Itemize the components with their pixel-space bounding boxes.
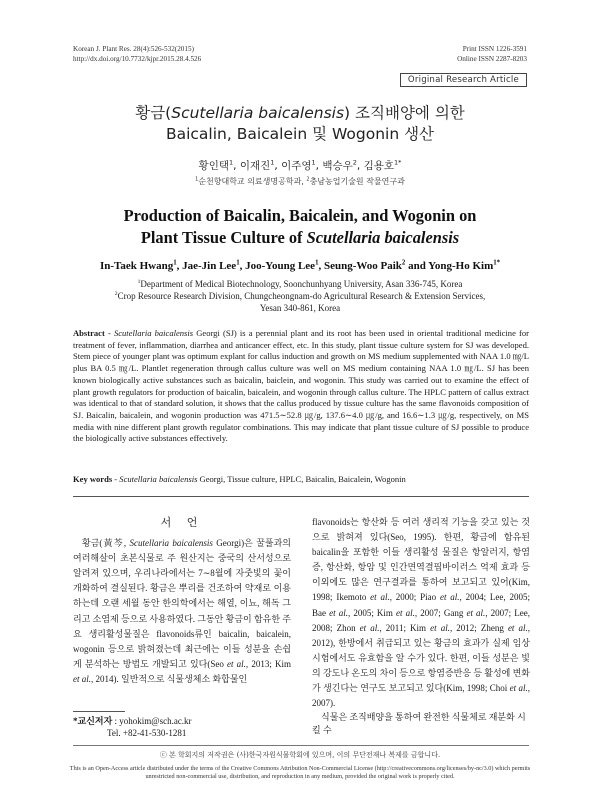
keywords-separator: -	[112, 474, 120, 484]
english-title-scientific-name: Scutellaria baicalensis	[306, 228, 460, 247]
author-name: Joo-Young Lee	[245, 260, 316, 272]
intro-text: 황금(黃芩,	[82, 538, 130, 549]
abstract	[73, 328, 529, 445]
korean-author	[199, 160, 234, 172]
journal-citation: Korean J. Plant Res. 28(4):526-532(2015)	[73, 45, 194, 53]
citation-et-al: et al.	[430, 622, 450, 633]
korean-title-line2: Baicalin, Baicalein 및 Wogonin 생산	[165, 125, 435, 143]
english-title-line1: Production of Baicalin, Baicalein, and Wogonin on	[123, 206, 477, 225]
english-author	[182, 260, 239, 272]
author-name: 백승우	[322, 160, 353, 172]
korean-affiliation-2: 충남농업기술원 작물연구과	[309, 177, 405, 186]
abstract-separator: -	[104, 328, 114, 338]
citation-et-al: et al.	[359, 622, 380, 633]
author-affiliation-mark: 1	[173, 259, 177, 267]
english-author	[245, 260, 318, 272]
keywords-label: Key words	[73, 474, 113, 484]
author-affiliation-mark: 1*	[493, 259, 501, 267]
citation-et-al: et al.	[439, 592, 460, 603]
introduction-paragraph-continued	[312, 515, 530, 711]
author-affiliation-mark: 1	[311, 158, 316, 167]
intro-text: , 2012; Zheng	[449, 622, 508, 633]
abstract-scientific-name: Scutellaria baicalensis	[113, 328, 194, 338]
author-affiliation-mark: 2	[401, 259, 406, 267]
intro-text: , 2012), 한방에서 취급되고 있는 황금의 효과가 실제 임상시험에서도 유효함을 알 수가 있다. 한편, 이들 성분은 빛의 강도나 온도의 차이 등으로 항염증반응 등 활성에 변화가 생긴다는 연구도 보고되고 있다(Kim, 1998; Choi	[312, 622, 531, 694]
author-affiliation-mark: 2	[352, 158, 357, 167]
intro-text: flavonoids는 항산화 등 여러 생리적 기능을 갖고 있는 것으로 밝혀져 있다(Seo, 1995). 한편, 황금에 함유된 baicalin을 포함한 이들 생리활성 물질은 항알러지, 항염증, 항산화, 항암 및 인간면역결핍바이러스 억제 효과 등 이외에도 많은 연구결과를 통하여 보고되고 있어(Kim, 1998; Ikemoto	[312, 517, 530, 603]
intro-text: , 2004; Lee, 2005; Bae	[312, 592, 530, 618]
author-name: 이주영	[281, 160, 312, 172]
correspondence-label: *교신저자	[73, 716, 113, 726]
online-issn: Online ISSN 2287-8203	[457, 55, 527, 63]
intro-text: , 2011; Kim	[379, 622, 431, 633]
intro-text: , 2005; Kim	[347, 607, 397, 618]
citation-et-al: et al.	[396, 607, 415, 618]
citation-et-al: et al.	[509, 683, 528, 694]
intro-text: , 2013; Kim	[245, 658, 291, 669]
intro-text: , 2007).	[312, 683, 530, 709]
english-affiliation-2: $^2$Crop Resource Research Division, Chungcheongnam-do Agricultural Research & Extension Services,	[114, 291, 486, 301]
korean-title-scientific-name: Scutellaria baicalensis	[171, 104, 345, 122]
author-name: 김용호	[363, 160, 395, 172]
citation-et-al: et al.	[370, 592, 390, 603]
english-authors: In-Taek Hwang$^1$, Jae-Jin Lee$^1$, Joo-Young Lee$^1$, Seung-Woo Paik$^2$ and Yong-Ho Kim$^{1*}$	[99, 259, 501, 272]
article-type-badge: Original Research Article	[400, 73, 527, 87]
author-name: In-Taek Hwang	[99, 260, 174, 272]
body-column-left	[73, 515, 291, 687]
journal-header	[73, 44, 201, 64]
korean-authors: 황인택$^1$, 이재진$^1$, 이주영$^1$, 백승우$^2$, 김용호$^{1*}$	[198, 158, 402, 172]
english-author	[324, 260, 405, 272]
intro-text: Georgi)은 꿀풀과의 여러해살이 초본식물로 주 원산지는 중국의 산서성으로 알려져 있으며, 우리나라에서는 7∼8월에 자줏빛의 꽃이 개화하여 결실된다. 황금은 뿌리를 건조하여 약재로 이용하는데 오랜 세월 동안 한의학에서는 해열, 이뇨, 해독 그리고 소염제 등으로 사용하였다. 그동안 황금이 함유한 주요 생리활성물질은 flavonoids류인 baicalin, baicalein, wogonin 등으로 밝혀졌는데 최근에는 이들 성분을 손쉽게 분석하는 방법도 개발되고 있다(Seo	[73, 538, 292, 669]
intro-text: , 2014). 일반적으로 식물생체소 화합물인	[91, 673, 248, 684]
keywords	[73, 474, 529, 484]
korean-author	[281, 160, 316, 172]
open-access-notice: This is an Open-Access article distributed under the terms of the Creative Commons Attribution Non-Commercial License (http://creativecommons.org/licenses/by-nc/3.0) which permits unrestricted non-commercial use, distribution, and reproduction in any medium, provided the original work is properly cited.	[69, 765, 531, 781]
introduction-paragraph	[73, 536, 291, 687]
paragraph-next: 식물은 조직배양을 통하여 완전한 식물체로 재분화 시킬 수	[312, 712, 526, 735]
english-title-line2	[0, 227, 600, 249]
intro-text: , 2000; Piao	[389, 592, 440, 603]
correspondence-email-line	[73, 714, 192, 727]
intro-text: , 2007; Lee, 2008; Zhon	[312, 607, 531, 633]
author-affiliation-mark: 1	[315, 259, 319, 267]
korean-affiliations: $^1$순천향대학교 의료생명공학과, $^2$충남농업기술원 작물연구과	[195, 176, 405, 186]
citation-et-al: et al.	[73, 673, 91, 684]
keywords-text: Georgi, Tissue culture, HPLC, Baicalin, Baicalein, Wogonin	[197, 474, 406, 484]
intro-text: , 2007; Gang	[414, 607, 467, 618]
korean-author	[364, 160, 402, 172]
korean-title-line1	[0, 103, 600, 124]
correspondence-phone: Tel. +82-41-530-1281	[107, 728, 187, 738]
korean-affiliation-1: 순천향대학교 의료생명공학과,	[198, 177, 304, 186]
abstract-label: Abstract	[73, 328, 105, 338]
issn-header	[457, 44, 527, 64]
korean-author	[240, 160, 275, 172]
author-affiliation-mark: 1	[270, 158, 275, 167]
intro-scientific-name: Scutellaria baicalensis	[129, 538, 213, 549]
author-affiliation-mark: 1*	[394, 158, 402, 167]
english-affiliation-2-text: Crop Resource Research Division, Chungcheongnam-do Agricultural Research & Extension Services,	[117, 291, 486, 301]
english-affiliation-1-text: Department of Medical Biotechnology, Soonchunhyang University, Asan 336-745, Korea	[140, 279, 463, 289]
abstract-text: Georgi (SJ) is a perennial plant and its root has been used in oriental traditional medicine for treatment of fever, inflammation, diarrhea and anticancer effect, etc. In this study, plant tissue culture system for SJ was developed. Stem piece of younger plant was optimum explant for callus induction and growth on MS medium supplemented with NAA 1.0 ㎎/L plus BA 0.5 ㎎/L. Plantlet regeneration through callus culture was well on MS medium containing NAA 1.0 ㎎/L. SJ has been known biologically active substances such as baicalin, baiclein, and wogonin. This study was carried out to examine the effect of plant growth regulators for production of baicalin, baicalein, and wogonin through callus culture. The HPLC pattern of callus extract was identical to that of standard solution, it shows that the callus produced by tissue culture has the same flavonoids composition of SJ. Baicalin, baicalein, and wogonin production was 471.5∼52.8 ㎍/g, 137.6∼4.0 ㎍/g, and 16.6∼1.3 ㎍/g, respectively, on MS media with nine different plant growth regulator combinations. This may indicate that plant tissue culture of SJ possible to produce the biologically active substances effectively.	[73, 328, 529, 444]
korean-title-post: ) 조직배양에 의한	[344, 104, 465, 122]
citation-et-al: et al.	[227, 658, 246, 669]
citation-et-al: et al.	[507, 622, 528, 633]
copyright-notice: ⓒ 본 학회지의 저작권은 (사)한국자원식물학회에 있으며, 이의 무단전재나 복제를 금합니다.	[159, 751, 441, 759]
introduction-heading: 서 언	[160, 516, 204, 529]
author-affiliation-mark: 1	[228, 158, 234, 167]
author-name: Seung-Woo Paik	[323, 260, 402, 272]
korean-title-pre: 황금(	[135, 104, 172, 122]
citation-et-al: et al.	[329, 607, 348, 618]
english-author	[100, 260, 177, 272]
author-name: Jae-Jin Lee	[182, 260, 237, 272]
english-affiliation-1: $^1$Department of Medical Biotechnology, Soonchunhyang University, Asan 336-745, Korea	[137, 279, 463, 289]
correspondence-rule	[73, 711, 125, 712]
section-divider	[73, 496, 529, 497]
doi-link[interactable]: http://dx.doi.org/10.7732/kjpr.2015.28.4.526	[73, 55, 202, 63]
footer-divider	[73, 745, 529, 746]
keywords-scientific-name: Scutellaria baicalensis	[119, 474, 198, 484]
correspondence-email[interactable]: : yohokim@sch.ac.kr	[112, 716, 192, 726]
english-affiliation-2-line2: Yesan 340-861, Korea	[259, 303, 341, 313]
author-name: Yong-Ho Kim	[428, 260, 494, 272]
author-affiliation-mark: 1	[236, 259, 240, 267]
author-name: 황인택	[198, 160, 229, 172]
english-title-pre: Plant Tissue Culture of	[140, 228, 307, 247]
body-column-right	[312, 515, 530, 711]
author-name: 이재진	[239, 160, 271, 172]
korean-author	[322, 160, 357, 172]
print-issn: Print ISSN 1226-3591	[462, 45, 527, 53]
english-author	[428, 260, 500, 272]
citation-et-al: et al.	[466, 607, 486, 618]
